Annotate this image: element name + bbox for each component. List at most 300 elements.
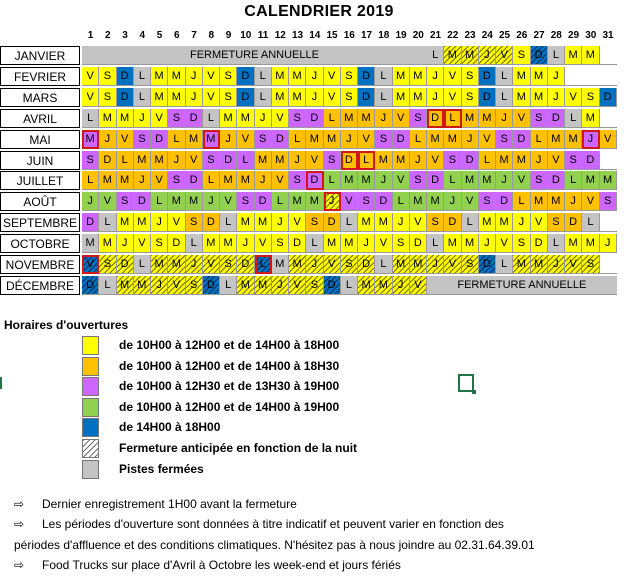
day-cell[interactable]: D	[289, 234, 306, 253]
day-cell[interactable]: J	[582, 130, 599, 149]
day-cell[interactable]: M	[237, 276, 254, 295]
day-cell[interactable]: D	[220, 151, 237, 170]
day-cell[interactable]: S	[548, 213, 565, 232]
day-cell[interactable]: D	[393, 130, 410, 149]
day-cell[interactable]: J	[393, 276, 410, 295]
day-cell[interactable]: L	[341, 276, 358, 295]
day-cell[interactable]: J	[513, 213, 530, 232]
day-cell[interactable]: M	[513, 88, 530, 107]
day-cell[interactable]: J	[548, 67, 565, 86]
day-cell[interactable]: S	[220, 67, 237, 86]
selected-cell-indicator[interactable]	[458, 374, 474, 392]
day-cell[interactable]: J	[427, 88, 444, 107]
day-cell[interactable]: J	[548, 88, 565, 107]
day-cell[interactable]: D	[358, 88, 375, 107]
day-cell[interactable]: J	[168, 151, 185, 170]
day-cell[interactable]: L	[496, 88, 513, 107]
day-cell[interactable]: S	[462, 67, 479, 86]
day-cell[interactable]: D	[82, 213, 99, 232]
day-cell[interactable]: M	[410, 67, 427, 86]
day-cell[interactable]: M	[496, 213, 513, 232]
day-cell[interactable]: J	[99, 130, 116, 149]
day-cell[interactable]: V	[324, 88, 341, 107]
day-cell[interactable]: J	[186, 255, 203, 274]
day-cell[interactable]: J	[358, 234, 375, 253]
day-cell[interactable]	[600, 255, 617, 274]
day-cell[interactable]: S	[255, 130, 272, 149]
day-cell[interactable]: V	[99, 192, 116, 211]
day-cell[interactable]: L	[134, 88, 151, 107]
day-cell[interactable]: L	[324, 109, 341, 128]
day-cell[interactable]: M	[151, 67, 168, 86]
day-cell[interactable]: S	[220, 88, 237, 107]
day-cell[interactable]: J	[306, 67, 323, 86]
day-cell[interactable]: V	[203, 67, 220, 86]
day-cell[interactable]: L	[444, 109, 461, 128]
day-cell[interactable]: S	[306, 213, 323, 232]
day-cell[interactable]: M	[444, 46, 461, 65]
day-cell[interactable]: M	[531, 67, 548, 86]
day-cell[interactable]: D	[479, 67, 496, 86]
day-cell[interactable]: V	[341, 192, 358, 211]
day-cell[interactable]: D	[358, 255, 375, 274]
day-cell[interactable]: M	[220, 171, 237, 190]
day-cell[interactable]: M	[496, 151, 513, 170]
day-cell[interactable]: J	[427, 67, 444, 86]
day-cell[interactable]: M	[117, 213, 134, 232]
day-cell[interactable]: J	[237, 234, 254, 253]
day-cell[interactable]: J	[151, 213, 168, 232]
day-cell[interactable]: D	[203, 276, 220, 295]
day-cell[interactable]: V	[289, 276, 306, 295]
day-cell[interactable]: M	[168, 255, 185, 274]
day-cell[interactable]: D	[479, 255, 496, 274]
day-cell[interactable]: M	[289, 192, 306, 211]
day-cell[interactable]: S	[410, 171, 427, 190]
day-cell[interactable]: V	[82, 88, 99, 107]
day-cell[interactable]: S	[134, 130, 151, 149]
day-cell[interactable]: M	[186, 192, 203, 211]
day-cell[interactable]: J	[255, 109, 272, 128]
day-cell[interactable]: M	[289, 67, 306, 86]
day-cell[interactable]: L	[82, 171, 99, 190]
day-cell[interactable]: M	[531, 88, 548, 107]
day-cell[interactable]: D	[151, 130, 168, 149]
day-cell[interactable]: V	[203, 88, 220, 107]
day-cell[interactable]: L	[186, 234, 203, 253]
day-cell[interactable]: J	[289, 151, 306, 170]
day-cell[interactable]: V	[444, 88, 461, 107]
day-cell[interactable]: M	[479, 109, 496, 128]
day-cell[interactable]: M	[237, 171, 254, 190]
day-cell[interactable]: M	[513, 151, 530, 170]
day-cell[interactable]: M	[151, 255, 168, 274]
day-cell[interactable]: D	[237, 255, 254, 274]
day-cell[interactable]: L	[358, 151, 375, 170]
day-cell[interactable]: J	[186, 67, 203, 86]
day-cell[interactable]: V	[565, 88, 582, 107]
day-cell[interactable]: J	[117, 234, 134, 253]
day-cell[interactable]: S	[99, 88, 116, 107]
day-cell[interactable]: L	[220, 213, 237, 232]
day-cell[interactable]: M	[358, 171, 375, 190]
day-cell[interactable]	[600, 109, 617, 128]
day-cell[interactable]: S	[427, 213, 444, 232]
day-cell[interactable]: S	[341, 255, 358, 274]
day-cell[interactable]: L	[565, 109, 582, 128]
day-cell[interactable]: M	[358, 213, 375, 232]
day-cell[interactable]: L	[203, 109, 220, 128]
day-cell[interactable]: M	[306, 192, 323, 211]
day-cell[interactable]: M	[462, 109, 479, 128]
day-cell[interactable]: L	[462, 213, 479, 232]
day-cell[interactable]: J	[134, 109, 151, 128]
day-cell[interactable]: L	[393, 192, 410, 211]
day-cell[interactable]: M	[117, 109, 134, 128]
day-cell[interactable]: S	[289, 109, 306, 128]
day-cell[interactable]: S	[168, 109, 185, 128]
day-cell[interactable]: M	[444, 130, 461, 149]
day-cell[interactable]: M	[117, 276, 134, 295]
day-cell[interactable]: V	[513, 109, 530, 128]
day-cell[interactable]: M	[203, 234, 220, 253]
day-cell[interactable]: L	[324, 171, 341, 190]
day-cell[interactable]: M	[565, 234, 582, 253]
day-cell[interactable]	[600, 151, 617, 170]
day-cell[interactable]: M	[393, 67, 410, 86]
day-cell[interactable]: S	[582, 88, 599, 107]
day-cell[interactable]: J	[306, 255, 323, 274]
day-cell[interactable]: J	[393, 213, 410, 232]
day-cell[interactable]: J	[496, 171, 513, 190]
day-cell[interactable]: V	[237, 130, 254, 149]
day-cell[interactable]: D	[341, 151, 358, 170]
day-cell[interactable]: V	[600, 130, 617, 149]
day-cell[interactable]: L	[427, 234, 444, 253]
day-cell[interactable]: M	[289, 255, 306, 274]
day-cell[interactable]: D	[375, 192, 392, 211]
day-cell[interactable]: V	[582, 192, 599, 211]
day-cell[interactable]: M	[582, 171, 599, 190]
day-cell[interactable]: L	[151, 192, 168, 211]
day-cell[interactable]: S	[324, 151, 341, 170]
day-cell[interactable]: V	[82, 255, 99, 274]
day-cell[interactable]: M	[151, 151, 168, 170]
day-cell[interactable]: D	[117, 67, 134, 86]
day-cell[interactable]: L	[134, 67, 151, 86]
day-cell[interactable]: M	[99, 109, 116, 128]
day-cell[interactable]: S	[203, 151, 220, 170]
day-cell[interactable]: M	[272, 88, 289, 107]
day-cell[interactable]: D	[186, 109, 203, 128]
day-cell[interactable]: J	[272, 213, 289, 232]
day-cell[interactable]: M	[237, 109, 254, 128]
day-cell[interactable]: L	[220, 276, 237, 295]
day-cell[interactable]: S	[410, 109, 427, 128]
day-cell[interactable]: M	[168, 192, 185, 211]
day-cell[interactable]: J	[306, 88, 323, 107]
day-cell[interactable]: M	[324, 234, 341, 253]
day-cell[interactable]: M	[168, 67, 185, 86]
day-cell[interactable]: L	[548, 234, 565, 253]
day-cell[interactable]: S	[496, 130, 513, 149]
day-cell[interactable]: D	[548, 171, 565, 190]
day-cell[interactable]: J	[479, 234, 496, 253]
day-cell[interactable]: D	[427, 171, 444, 190]
day-cell[interactable]: M	[82, 234, 99, 253]
day-cell[interactable]: S	[375, 130, 392, 149]
day-cell[interactable]: S	[220, 255, 237, 274]
day-cell[interactable]: M	[410, 192, 427, 211]
day-cell[interactable]: D	[410, 234, 427, 253]
day-cell[interactable]: M	[479, 213, 496, 232]
day-cell[interactable]: V	[565, 255, 582, 274]
day-cell[interactable]: M	[168, 88, 185, 107]
day-cell[interactable]: J	[375, 109, 392, 128]
day-cell[interactable]: M	[393, 151, 410, 170]
day-cell[interactable]: L	[168, 130, 185, 149]
day-cell[interactable]: L	[479, 151, 496, 170]
day-cell[interactable]: M	[341, 109, 358, 128]
day-cell[interactable]: V	[427, 151, 444, 170]
day-cell[interactable]: L	[427, 46, 444, 65]
day-cell[interactable]: V	[393, 171, 410, 190]
day-cell[interactable]: J	[531, 151, 548, 170]
day-cell[interactable]: S	[462, 88, 479, 107]
day-cell[interactable]: V	[151, 109, 168, 128]
day-cell[interactable]: M	[341, 171, 358, 190]
day-cell[interactable]: V	[496, 46, 513, 65]
day-cell[interactable]: M	[548, 130, 565, 149]
day-cell[interactable]: V	[375, 234, 392, 253]
day-cell[interactable]: V	[393, 109, 410, 128]
day-cell[interactable]: M	[513, 255, 530, 274]
day-cell[interactable]: J	[203, 192, 220, 211]
day-cell[interactable]: L	[82, 109, 99, 128]
day-cell[interactable]: L	[565, 171, 582, 190]
day-cell[interactable]: D	[168, 234, 185, 253]
day-cell[interactable]: V	[548, 151, 565, 170]
day-cell[interactable]: J	[496, 109, 513, 128]
day-cell[interactable]: D	[117, 88, 134, 107]
day-cell[interactable]: V	[168, 276, 185, 295]
day-cell[interactable]: M	[324, 130, 341, 149]
day-cell[interactable]: M	[565, 130, 582, 149]
day-cell[interactable]: V	[410, 276, 427, 295]
day-cell[interactable]: D	[358, 67, 375, 86]
day-cell[interactable]: M	[220, 234, 237, 253]
day-cell[interactable]: M	[272, 67, 289, 86]
day-cell[interactable]: V	[220, 192, 237, 211]
day-cell[interactable]: M	[582, 109, 599, 128]
day-cell[interactable]: M	[186, 130, 203, 149]
day-cell[interactable]: M	[151, 88, 168, 107]
day-cell[interactable]: D	[203, 213, 220, 232]
day-cell[interactable]: V	[324, 67, 341, 86]
day-cell[interactable]: M	[99, 234, 116, 253]
day-cell[interactable]: V	[306, 151, 323, 170]
day-cell[interactable]: V	[186, 151, 203, 170]
day-cell[interactable]: S	[117, 192, 134, 211]
day-cell[interactable]: V	[410, 213, 427, 232]
day-cell[interactable]: S	[151, 234, 168, 253]
day-cell[interactable]: J	[479, 46, 496, 65]
day-cell[interactable]: M	[582, 46, 599, 65]
day-cell[interactable]: D	[582, 151, 599, 170]
day-cell[interactable]: M	[548, 192, 565, 211]
day-cell[interactable]: L	[513, 192, 530, 211]
day-cell[interactable]: S	[186, 213, 203, 232]
day-cell[interactable]: J	[220, 130, 237, 149]
day-cell[interactable]: J	[82, 192, 99, 211]
day-cell[interactable]: D	[237, 88, 254, 107]
day-cell[interactable]	[600, 67, 617, 86]
day-cell[interactable]: M	[358, 276, 375, 295]
day-cell[interactable]: V	[117, 130, 134, 149]
day-cell[interactable]: V	[358, 130, 375, 149]
day-cell[interactable]: M	[479, 171, 496, 190]
day-cell[interactable]: M	[134, 276, 151, 295]
day-cell[interactable]: D	[548, 109, 565, 128]
day-cell[interactable]: J	[462, 130, 479, 149]
day-cell[interactable]: M	[306, 130, 323, 149]
day-cell[interactable]: J	[565, 192, 582, 211]
day-cell[interactable]: D	[444, 213, 461, 232]
day-cell[interactable]: S	[186, 276, 203, 295]
day-cell[interactable]: V	[151, 171, 168, 190]
day-cell[interactable]: V	[134, 234, 151, 253]
day-cell[interactable]: M	[255, 276, 272, 295]
day-cell[interactable]: L	[410, 130, 427, 149]
day-cell[interactable]: D	[306, 109, 323, 128]
day-cell[interactable]: V	[255, 234, 272, 253]
day-cell[interactable]	[600, 46, 617, 65]
day-cell[interactable]: J	[324, 192, 341, 211]
day-cell[interactable]: M	[203, 130, 220, 149]
day-cell[interactable]: L	[255, 67, 272, 86]
day-cell[interactable]: D	[324, 276, 341, 295]
day-cell[interactable]: J	[410, 151, 427, 170]
day-cell[interactable]: L	[289, 130, 306, 149]
day-cell[interactable]: V	[272, 171, 289, 190]
day-cell[interactable]: S	[513, 234, 530, 253]
day-cell[interactable]: V	[496, 234, 513, 253]
day-cell[interactable]: L	[99, 213, 116, 232]
day-cell[interactable]: L	[255, 88, 272, 107]
day-cell[interactable]: D	[513, 130, 530, 149]
day-cell[interactable]: J	[255, 171, 272, 190]
day-cell[interactable]: M	[410, 88, 427, 107]
day-cell[interactable]: S	[289, 171, 306, 190]
day-cell[interactable]: M	[462, 171, 479, 190]
day-cell[interactable]: M	[410, 255, 427, 274]
day-cell[interactable]: M	[600, 171, 617, 190]
day-cell[interactable]: M	[375, 213, 392, 232]
day-cell[interactable]: V	[272, 109, 289, 128]
day-cell[interactable]: S	[341, 88, 358, 107]
day-cell[interactable]: S	[99, 67, 116, 86]
day-cell[interactable]: L	[341, 213, 358, 232]
day-cell[interactable]: S	[358, 192, 375, 211]
day-cell[interactable]: L	[203, 171, 220, 190]
day-cell[interactable]: V	[444, 255, 461, 274]
day-cell[interactable]: M	[444, 234, 461, 253]
day-cell[interactable]: V	[531, 213, 548, 232]
day-cell[interactable]: M	[99, 171, 116, 190]
day-cell[interactable]: D	[186, 171, 203, 190]
day-cell[interactable]: L	[375, 67, 392, 86]
day-cell[interactable]: S	[513, 46, 530, 65]
day-cell[interactable]: M	[341, 234, 358, 253]
day-cell[interactable]: S	[168, 171, 185, 190]
day-cell[interactable]: D	[82, 276, 99, 295]
day-cell[interactable]: D	[600, 88, 617, 107]
day-cell[interactable]: S	[462, 255, 479, 274]
day-cell[interactable]: L	[255, 255, 272, 274]
day-cell[interactable]: D	[479, 88, 496, 107]
day-cell[interactable]: L	[582, 213, 599, 232]
day-cell[interactable]: M	[427, 192, 444, 211]
day-cell[interactable]: J	[444, 192, 461, 211]
day-cell[interactable]: M	[565, 46, 582, 65]
day-cell[interactable]: D	[565, 213, 582, 232]
day-cell[interactable]: L	[375, 88, 392, 107]
day-cell[interactable]: L	[117, 151, 134, 170]
day-cell[interactable]: S	[393, 234, 410, 253]
day-cell[interactable]: D	[531, 46, 548, 65]
day-cell[interactable]: J	[272, 276, 289, 295]
day-cell[interactable]: D	[496, 192, 513, 211]
day-cell[interactable]: S	[600, 192, 617, 211]
day-cell[interactable]: M	[582, 234, 599, 253]
day-cell[interactable]: J	[600, 234, 617, 253]
day-cell[interactable]: D	[306, 171, 323, 190]
day-cell[interactable]: M	[513, 67, 530, 86]
day-cell[interactable]: S	[565, 151, 582, 170]
day-cell[interactable]: D	[99, 151, 116, 170]
day-cell[interactable]: M	[462, 46, 479, 65]
day-cell[interactable]: M	[255, 213, 272, 232]
day-cell[interactable]: L	[496, 255, 513, 274]
day-cell[interactable]: L	[306, 234, 323, 253]
day-cell[interactable]: S	[237, 192, 254, 211]
day-cell[interactable]: M	[255, 151, 272, 170]
day-cell[interactable]: L	[134, 255, 151, 274]
day-cell[interactable]: J	[375, 171, 392, 190]
day-cell[interactable]: M	[272, 255, 289, 274]
day-cell[interactable]: M	[375, 151, 392, 170]
day-cell[interactable]: S	[531, 109, 548, 128]
day-cell[interactable]: M	[220, 109, 237, 128]
day-cell[interactable]: D	[462, 151, 479, 170]
day-cell[interactable]: S	[582, 255, 599, 274]
day-cell[interactable]: D	[117, 255, 134, 274]
day-cell[interactable]: V	[82, 67, 99, 86]
day-cell[interactable]: S	[531, 171, 548, 190]
day-cell[interactable]	[582, 67, 599, 86]
day-cell[interactable]: L	[272, 192, 289, 211]
day-cell[interactable]: M	[289, 88, 306, 107]
day-cell[interactable]: L	[548, 46, 565, 65]
day-cell[interactable]: M	[531, 255, 548, 274]
day-cell[interactable]: J	[427, 255, 444, 274]
day-cell[interactable]: M	[134, 213, 151, 232]
day-cell[interactable]: M	[393, 88, 410, 107]
day-cell[interactable]: D	[272, 130, 289, 149]
day-cell[interactable]: S	[306, 276, 323, 295]
day-cell[interactable]: L	[531, 130, 548, 149]
day-cell[interactable]: S	[479, 192, 496, 211]
